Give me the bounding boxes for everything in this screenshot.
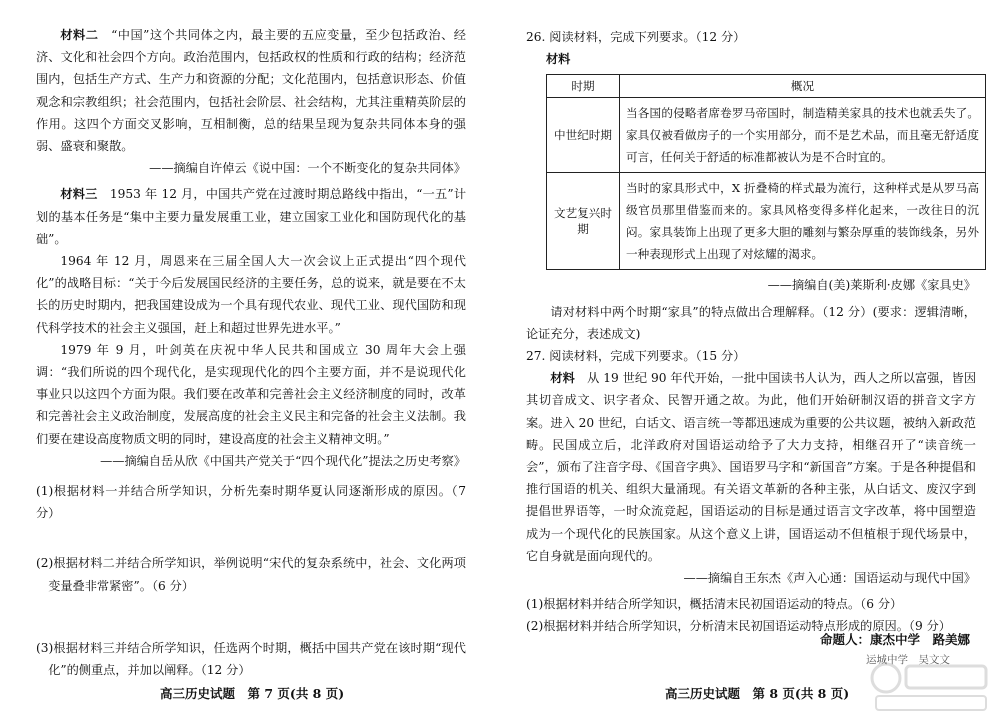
question-27-title: 27. 阅读材料，完成下列要求。（15 分） — [526, 349, 746, 364]
table-header-desc: 概况 — [620, 75, 986, 98]
table-header-period: 时期 — [547, 75, 620, 98]
right-page — [500, 0, 1000, 718]
right-footer: 高三历史试题 第 8 页(共 8 页) — [665, 686, 850, 701]
table-cell-period: 中世纪时期 — [547, 98, 620, 173]
table-cell-desc: 当各国的侵略者席卷罗马帝国时，制造精美家具的技术也就丢失了。家具仅被看做房子的一个实用部分，而不是艺术品，而且毫无舒适度可言，任何关于舒适的标准都被认为是不合时宜的。 — [620, 98, 986, 173]
question-26-label: 材料 — [546, 52, 571, 67]
left-footer: 高三历史试题 第 7 页(共 8 页) — [160, 686, 345, 701]
furniture-table — [546, 74, 986, 270]
material-3-source: ——摘编自岳从欣《中国共产党关于“四个现代化”提法之历史考察》 — [100, 453, 466, 468]
table-cell-period: 文艺复兴时期 — [547, 173, 620, 270]
question-27-label: 材料 — [550, 371, 575, 386]
author-line-2: 运城中学 吴文文 — [866, 654, 950, 666]
table-cell-desc: 当时的家具形式中，X 折叠椅的样式最为流行，这种样式是从罗马高级官员那里借鉴而来的。家具风格变得多样化起来，一改往日的沉闷。家具装饰上出现了更多大胆的雕刻与繁杂厚重的装饰线条，另外一种表现形式上出现了对炫耀的渴求。 — [620, 173, 986, 270]
question-27-source: ——摘编自王东杰《声入心通：国语运动与现代中国》 — [683, 571, 976, 586]
table-row — [547, 173, 986, 270]
material-3-para-3: 1979 年 9 月，叶剑英在庆祝中华人民共和国成立 30 周年大会上强调：“我们所说的四个现代化，是实现现代化的四个主要方面，并不是说现代化事业只以这四个方面为限。我们要在改革和完善社会主义经济制度的同时，改革和完善社会主义政治制度，发展高度的社会主义民主和完备的社会主义法制。我们要在建设高度物质文明的同时，建设高度的社会主义精神文明。” — [36, 342, 466, 446]
material-2-text: “中国”这个共同体之内，最主要的五应变量，至少包括政治、经济、文化和社会四个方向。政治范围内，包括政权的性质和行政的结构；经济范围内，包括生产方式、生产力和资源的分配；文化范围内，包括意识形态、价值观念和宗教组织；社会范围内，包括社会阶层、社会结构，尤其注重精英阶层的作用。这四个方面交叉影响，互相制衡，总的结果呈现为复杂共同体本身的强弱、盛衰和聚散。 — [36, 28, 466, 154]
question-26-source: ——摘编自(美)莱斯利·皮娜《家具史》 — [767, 278, 976, 293]
material-3-label: 材料三 — [60, 187, 98, 202]
question-27-1: (1)根据材料并结合所学知识，概括清末民初国语运动的特点。（6 分） — [526, 597, 903, 612]
question-26-requirement: 请对材料中两个时期“家具”的特点做出合理解释。（12 分）(要求：逻辑清晰，论证充分，表述成文) — [526, 304, 976, 341]
author-line-1: 命题人：康杰中学 路美娜 — [819, 632, 970, 647]
right-column — [526, 26, 979, 638]
material-2 — [36, 24, 466, 157]
question-27-text: 从 19 世纪 90 年代开始，一批中国读书人认为，西人之所以富强，皆因其切音成文、识字者众、民智开通之故。为此，他们开始研制汉语的拼音文字方案。进入 20 世纪，白话文、语言统一等都迅速成为重要的公共议题，被纳入新政范畴。民国成立后，北洋政府对国语运动给予了大力支持，相继召开了“读音统一会”，颁布了注音字母、《国音字典》、国语罗马字和“新国音”方案。于是各种提倡和推行国语的机关、组织大量涌现。有关语文革新的各种主张，从白话文、废汉字到提倡世界语等，一时众流竞起，国语运动的目标是通过语言文字改革，将中国塑造成为一个现代化的民族国家。从这个意义上讲，国语运动不但植根于现代场景中，它自身就是面向现代的。 — [526, 371, 977, 563]
watermark-logo-icon — [866, 658, 996, 714]
question-1: (1)根据材料一并结合所学知识，分析先秦时期华夏认同逐渐形成的原因。（7 分） — [36, 484, 466, 521]
question-2: (2)根据材料二并结合所学知识，举例说明“宋代的复杂系统中，社会、文化两项变量叠非常紧密”。（6 分） — [36, 556, 466, 593]
material-3-text-1: 1953 年 12 月，中国共产党在过渡时期总路线中指出，“一五”计划的基本任务是“集中主要力量发展重工业，建立国家工业化和国防现代化的基础”。 — [36, 187, 467, 246]
question-26-title: 26. 阅读材料，完成下列要求。（12 分） — [526, 30, 746, 44]
material-3-para-1 — [36, 183, 466, 250]
material-2-source: ——摘编自许倬云《说中国：一个不断变化的复杂共同体》 — [149, 161, 466, 176]
question-27-2: (2)根据材料并结合所学知识，分析清末民初国语运动特点形成的原因。（9 分） — [526, 619, 951, 634]
question-3: (3)根据材料三并结合所学知识，任选两个时期，概括中国共产党在该时期“现代化”的侧重点，并加以阐释。（12 分） — [36, 640, 466, 678]
table-header-row — [547, 75, 986, 98]
material-3-para-2: 1964 年 12 月，周恩来在三届全国人大一次会议上正式提出“四个现代化”的战略目标：“关于今后发展国民经济的主要任务，总的说来，就是要在不太长的历史时期内，把我国建设成为一个具有现代农业、现代工业、现代国防和现代科学技术的社会主义强国，赶上和超过世界先进水平。” — [36, 254, 466, 335]
left-column — [36, 24, 466, 681]
table-row — [547, 98, 986, 173]
question-27-material — [526, 367, 976, 567]
material-2-label: 材料二 — [60, 28, 99, 42]
